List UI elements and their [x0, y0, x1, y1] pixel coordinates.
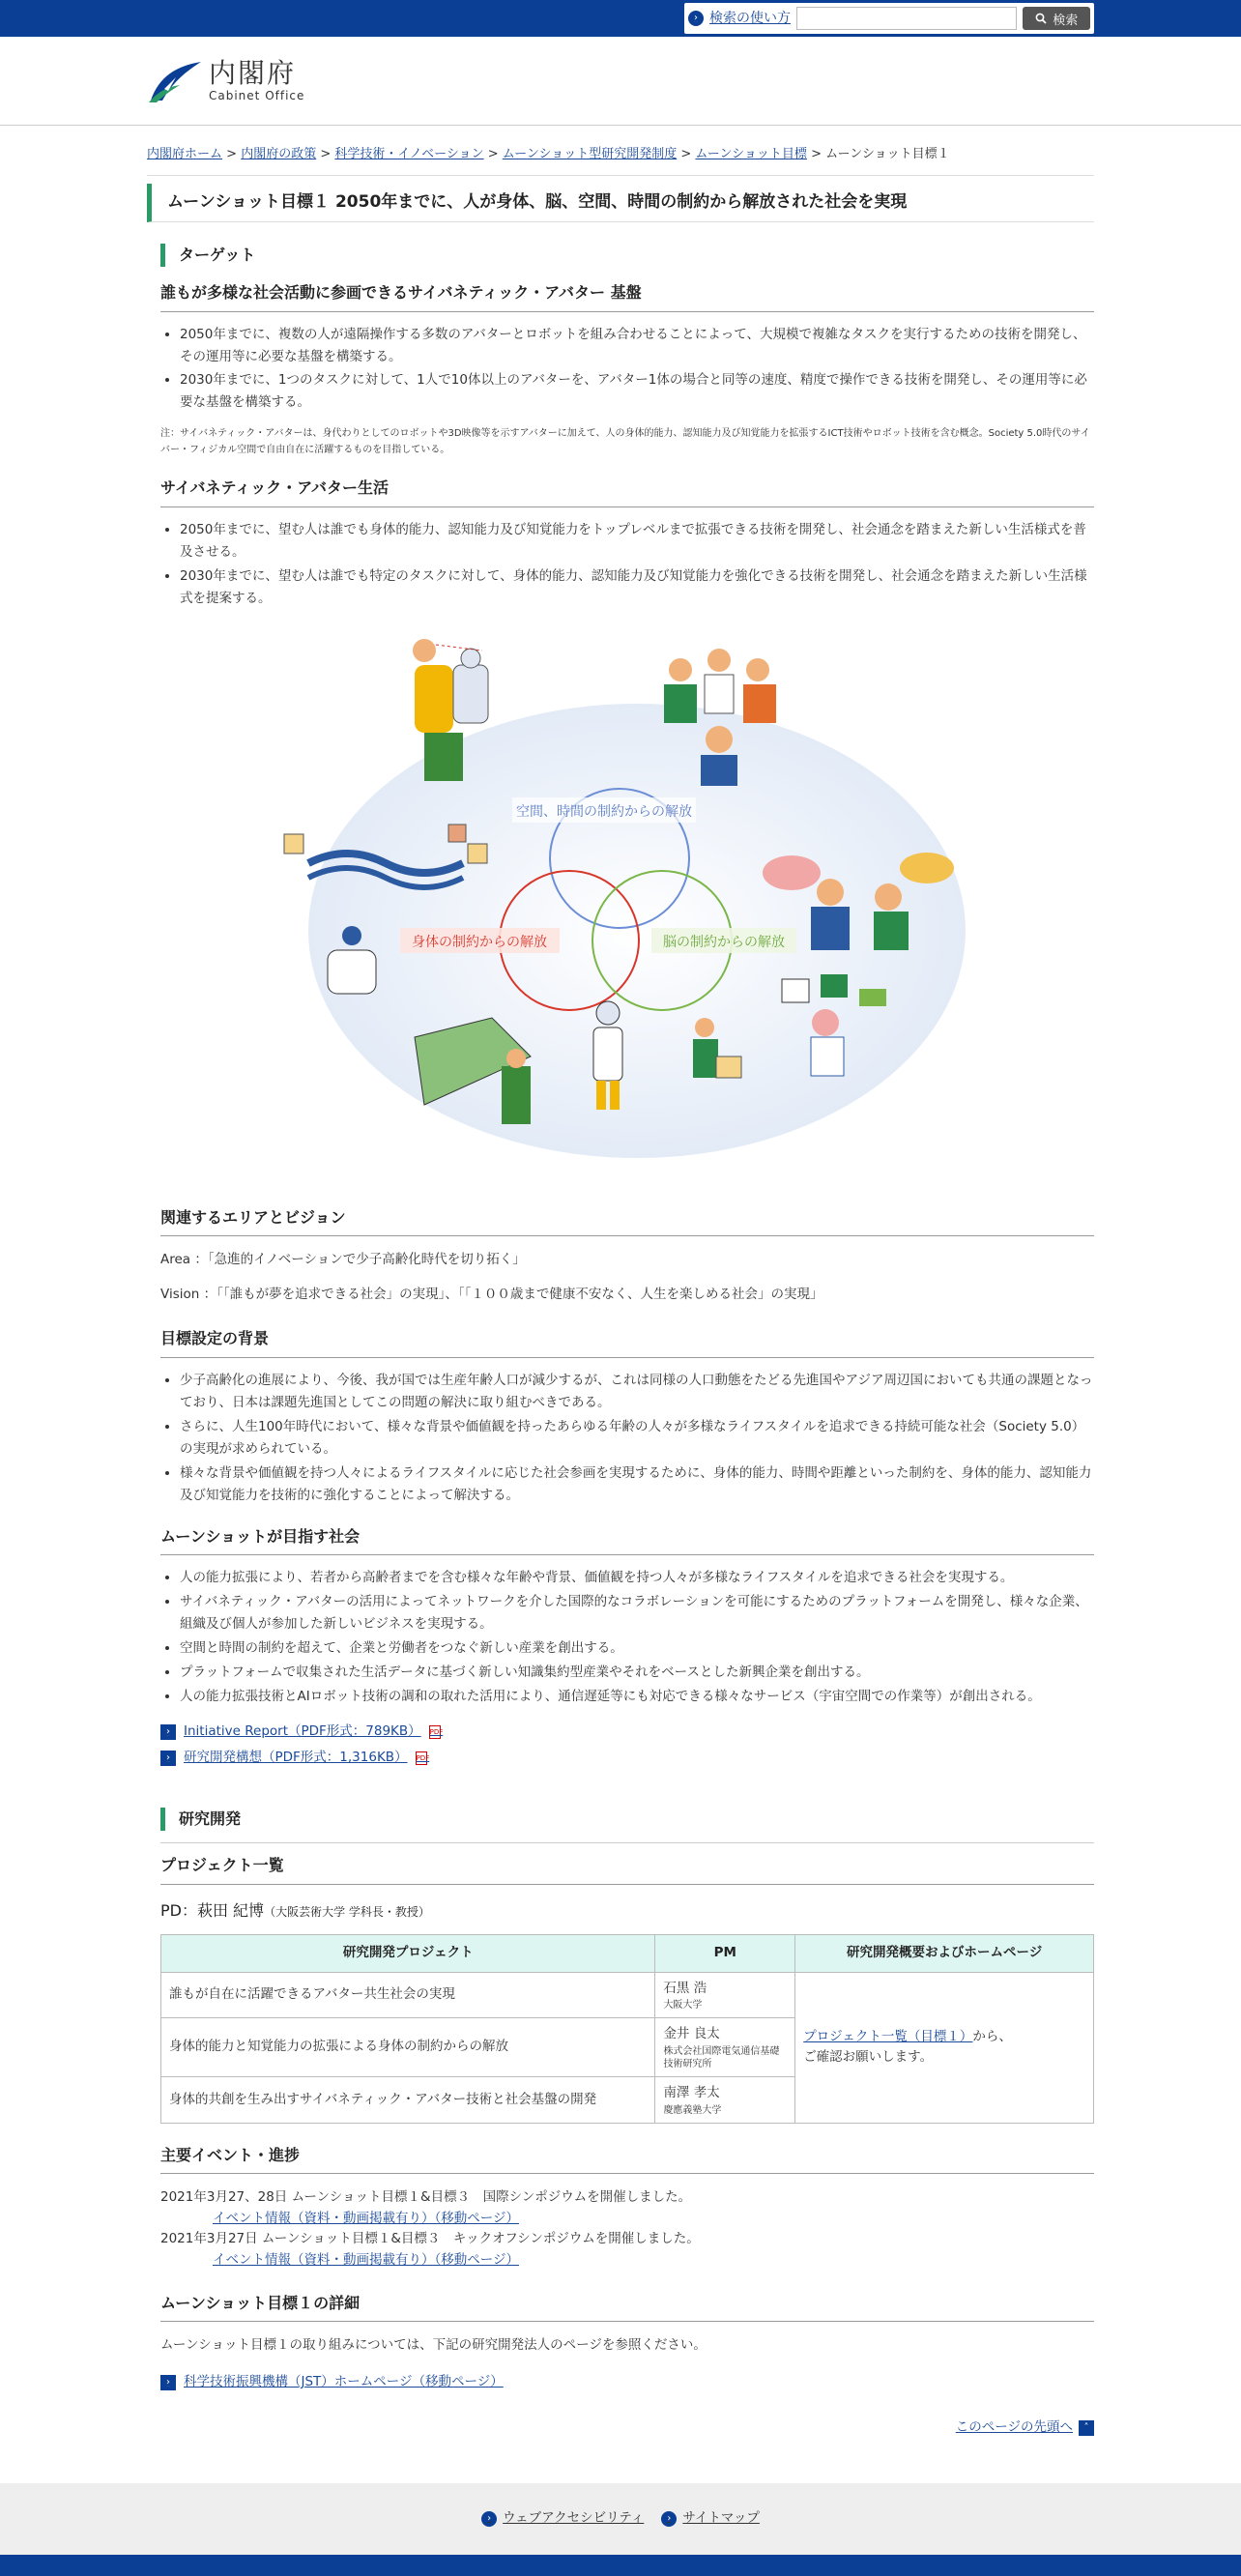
pdf-icon: PDF — [429, 1725, 441, 1739]
chevron-right-icon: › — [688, 11, 704, 26]
pm-org: 慶應義塾大学 — [663, 2104, 722, 2116]
to-top — [160, 2417, 1094, 2439]
list-item: • 2050年までに、複数の人が遠隔操作する多数のアバターとロボットを組み合わせることによって、大規模で複雑なタスクを実行するための技術を開発し、その運用等に必要な基盤を構築する。 — [180, 324, 1094, 368]
pm-name: 南澤 孝太 — [663, 2085, 720, 2101]
table-header: 研究開発概要およびホームページ — [795, 1935, 1094, 1973]
society-title: ムーンショットが目指す社会 — [160, 1524, 1094, 1556]
label-space-time: 空間、時間の制約からの解放 — [516, 803, 692, 820]
project-table — [160, 1934, 1094, 2123]
pd-org: （大阪芸術大学 学科長・教授） — [264, 1904, 430, 1919]
table-header: PM — [655, 1935, 795, 1973]
event-text: 2021年3月27、28日 ムーンショット目標１&目標３ 国際シンポジウムを開催しました。 — [160, 2189, 692, 2206]
logo-text-en: Cabinet Office — [209, 88, 305, 102]
pm-cell — [655, 2077, 795, 2124]
pd-name: PD：萩田 紀博 — [160, 1900, 265, 1920]
events-title: 主要イベント・進捗 — [160, 2143, 1094, 2175]
overview-text: ご確認お願いします。 — [803, 2049, 934, 2066]
pm-name: 金井 良太 — [663, 2026, 720, 2042]
logo-text-jp: 内閣府 — [209, 56, 297, 89]
accessibility-link[interactable] — [481, 2508, 644, 2530]
related-vision: Vision ：「「誰もが夢を追求できる社会」の実現」、「「１００歳まで健康不安なく、人生を楽しめる社会」の実現」 — [160, 1286, 823, 1302]
initiative-report-link[interactable] — [160, 1722, 1094, 1743]
to-top-link[interactable]: このページの先頭へ — [955, 2419, 1073, 2436]
arrow-right-icon: › — [160, 1751, 176, 1766]
list-item: • 2050年までに、望む人は誰でも身体的能力、認知能力及び知覚能力をトップレベルまで拡張できる技術を開発し、社会通念を踏まえた新しい生活様式を普及させる。 — [180, 519, 1094, 564]
breadcrumb-policy[interactable]: 内閣府の政策 — [241, 147, 317, 161]
search-button-label: 検索 — [1053, 13, 1079, 28]
background-list — [180, 1370, 1094, 1507]
list-item: • 人の能力拡張により、若者から高齢者までを含む様々な年齢や背景、価値観を持つ人々が多様なライフスタイルを追求できる社会を実現する。 — [180, 1567, 1094, 1589]
event-link[interactable]: イベント情報（資料・動画掲載有り）（移動ページ） — [213, 2252, 519, 2269]
pm-cell — [655, 1972, 795, 2018]
list-item: • 空間と時間の制約を超えて、企業と労働者をつなぐ新しい産業を創出する。 — [180, 1637, 1094, 1660]
label-body: 身体の制約からの解放 — [412, 934, 547, 950]
main-content — [147, 145, 1094, 2439]
moonshot-illustration — [279, 631, 975, 1182]
target-sub1-title: 誰もが多様な社会活動に参画できるサイバネティック・アバター 基盤 — [160, 280, 1094, 312]
search-box — [684, 3, 1094, 34]
target-heading: ターゲット — [160, 244, 1094, 267]
overview-text: から、 — [972, 2028, 1012, 2044]
list-item: • さらに、人生100年時代において、様々な背景や価値観を持ったあらゆる年齢の人々が多様なライフスタイルを追求できる持続可能な社会（Society 5.0）の実現が求められている。 — [180, 1416, 1094, 1461]
society-list — [180, 1567, 1094, 1708]
footer-links — [0, 2483, 1241, 2555]
research-heading: 研究開発 — [160, 1808, 1094, 1831]
pm-org: 大阪大学 — [663, 2000, 703, 2012]
events-list — [160, 2187, 1094, 2271]
breadcrumb-current: ムーンショット目標１ — [825, 147, 950, 161]
initiative-report-label: Initiative Report（PDF形式：789KB） — [184, 1722, 421, 1739]
overview-cell — [795, 1972, 1094, 2123]
breadcrumb-science[interactable]: 科学技術・イノベーション — [334, 147, 484, 161]
list-item: • 2030年までに、1つのタスクに対して、1人で10体以上のアバターを、アバター1体の場合と同等の速度、精度で操作できる技術を開発し、その運用等に必要な基盤を構築する。 — [180, 369, 1094, 414]
target-sub1-list — [180, 324, 1094, 415]
target-sub2-list — [180, 519, 1094, 610]
breadcrumb-moonshot-goals[interactable]: ムーンショット目標 — [695, 147, 807, 161]
target-section — [160, 244, 1094, 2439]
search-help-label: 検索の使い方 — [709, 10, 791, 26]
chevron-right-icon: › — [481, 2511, 497, 2527]
paulownia-logo-icon — [147, 58, 203, 104]
rd-concept-label: 研究開発構想（PDF形式：1,316KB） — [184, 1750, 408, 1766]
pm-name: 石黒 浩 — [663, 1980, 707, 1996]
event-text: 2021年3月27日 ムーンショット目標１&目標３ キックオフシンポジウムを開催しました。 — [160, 2231, 700, 2247]
related-title: 関連するエリアとビジョン — [160, 1205, 1094, 1237]
list-item: • 様々な背景や価値観を持つ人々によるライフスタイルに応じた社会参画を実現するために、身体的能力、時間や距離といった制約を、身体的能力、認知能力及び知覚能力を技術的に強化することによって解決する。 — [180, 1462, 1094, 1507]
label-brain: 脳の制約からの解放 — [663, 934, 785, 950]
cabinet-office-logo[interactable] — [147, 58, 304, 104]
list-item: • プラットフォームで収集された生活データに基づく新しい知識集約型産業やそれをベースとした新興企業を創出する。 — [180, 1662, 1094, 1684]
list-item: • 人の能力拡張技術とAIロボット技術の調和の取れた活用により、通信遅延等にも対応できる様々なサービス（宇宙空間での作業等）が創出される。 — [180, 1686, 1094, 1708]
project-list-title: プロジェクト一覧 — [160, 1842, 1094, 1885]
details-text: ムーンショット目標１の取り組みについては、下記の研究開発法人のページを参照ください。 — [160, 2337, 707, 2354]
sitemap-link[interactable] — [661, 2508, 760, 2530]
search-button[interactable] — [1023, 7, 1090, 30]
search-help-link[interactable] — [688, 8, 791, 29]
site-header — [0, 37, 1241, 126]
project-cell: 身体的能力と知覚能力の拡張による身体の制約からの解放 — [161, 2018, 655, 2077]
arrow-right-icon: › — [160, 1724, 176, 1740]
details-links — [160, 2372, 1094, 2393]
project-list-link[interactable]: プロジェクト一覧（目標１） — [803, 2028, 973, 2044]
sitemap-label: サイトマップ — [682, 2510, 760, 2527]
society-links — [160, 1722, 1094, 1769]
related-area: Area ：「急進的イノベーションで少子高齢化時代を切り拓く」 — [160, 1252, 526, 1268]
arrow-right-icon: › — [160, 2375, 176, 2390]
target-sub2-title: サイバネティック・アバター生活 — [160, 476, 1094, 507]
breadcrumb-home[interactable]: 内閣府ホーム — [147, 147, 223, 161]
breadcrumb: 内閣府ホーム > 内閣府の政策 > 科学技術・イノベーション > ムーンショット型研究開発制度 > ムーンショット目標 > ムーンショット目標１ — [147, 145, 1094, 176]
list-item: • 少子高齢化の進展により、今後、我が国では生産年齢人口が減少するが、これは同様の人口動態をたどる先進国やアジア周辺国においても共通の課題となっており、日本は課題先進国としてこの問題の解決に取り組むべきである。 — [180, 1370, 1094, 1414]
event-link[interactable]: イベント情報（資料・動画掲載有り）（移動ページ） — [213, 2210, 519, 2226]
pdf-icon: PDF — [416, 1751, 427, 1765]
top-bar — [0, 0, 1241, 37]
list-item: • 2030年までに、望む人は誰でも特定のタスクに対して、身体的能力、認知能力及び知覚能力を強化できる技術を開発し、社会通念を踏まえた新しい生活様式を提案する。 — [180, 565, 1094, 610]
search-icon — [1035, 13, 1047, 24]
rd-concept-link[interactable] — [160, 1748, 1094, 1769]
jst-link[interactable] — [160, 2372, 1094, 2393]
target-note: 注：サイバネティック・アバターは、身代わりとしてのロボットや3D映像等を示すアバターに加えて、人の身体的能力、認知能力及び知覚能力を拡張するICT技術やロボット技術を含む概念。Society 5.0時代のサイバー・フィジカル空間で自由自在に活躍するものを目指している。 — [160, 428, 1090, 456]
arrow-up-icon[interactable]: ˄ — [1079, 2420, 1094, 2436]
pm-org: 株式会社国際電気通信基礎技術研究所 — [663, 2046, 780, 2070]
list-item: • サイバネティック・アバターの活用によってネットワークを介した国際的なコラボレーションを可能にするためのプラットフォームを開発し、様々な企業、組織及び個人が参加した新しいビジネスを実現する。 — [180, 1591, 1094, 1635]
details-title: ムーンショット目標１の詳細 — [160, 2291, 1094, 2323]
jst-link-label: 科学技術振興機構（JST）ホームページ（移動ページ） — [184, 2373, 504, 2389]
table-header: 研究開発プロジェクト — [161, 1935, 655, 1973]
table-row — [161, 1972, 1094, 2018]
bottom-bar — [0, 2555, 1241, 2576]
pm-cell — [655, 2018, 795, 2077]
breadcrumb-moonshot-system[interactable]: ムーンショット型研究開発制度 — [502, 147, 678, 161]
background-title: 目標設定の背景 — [160, 1326, 1094, 1358]
chevron-right-icon: › — [661, 2511, 677, 2527]
accessibility-label: ウェブアクセシビリティ — [503, 2510, 645, 2527]
page-title: ムーンショット目標１ 2050年までに、人が身体、脳、空間、時間の制約から解放された社会を実現 — [147, 184, 1094, 222]
illustration-graphic — [279, 631, 975, 1182]
search-input[interactable] — [796, 7, 1017, 30]
pd-line — [160, 1898, 1094, 1924]
project-cell: 身体的共創を生み出すサイバネティック・アバター技術と社会基盤の開発 — [161, 2077, 655, 2124]
project-cell: 誰もが自在に活躍できるアバター共生社会の実現 — [161, 1972, 655, 2018]
